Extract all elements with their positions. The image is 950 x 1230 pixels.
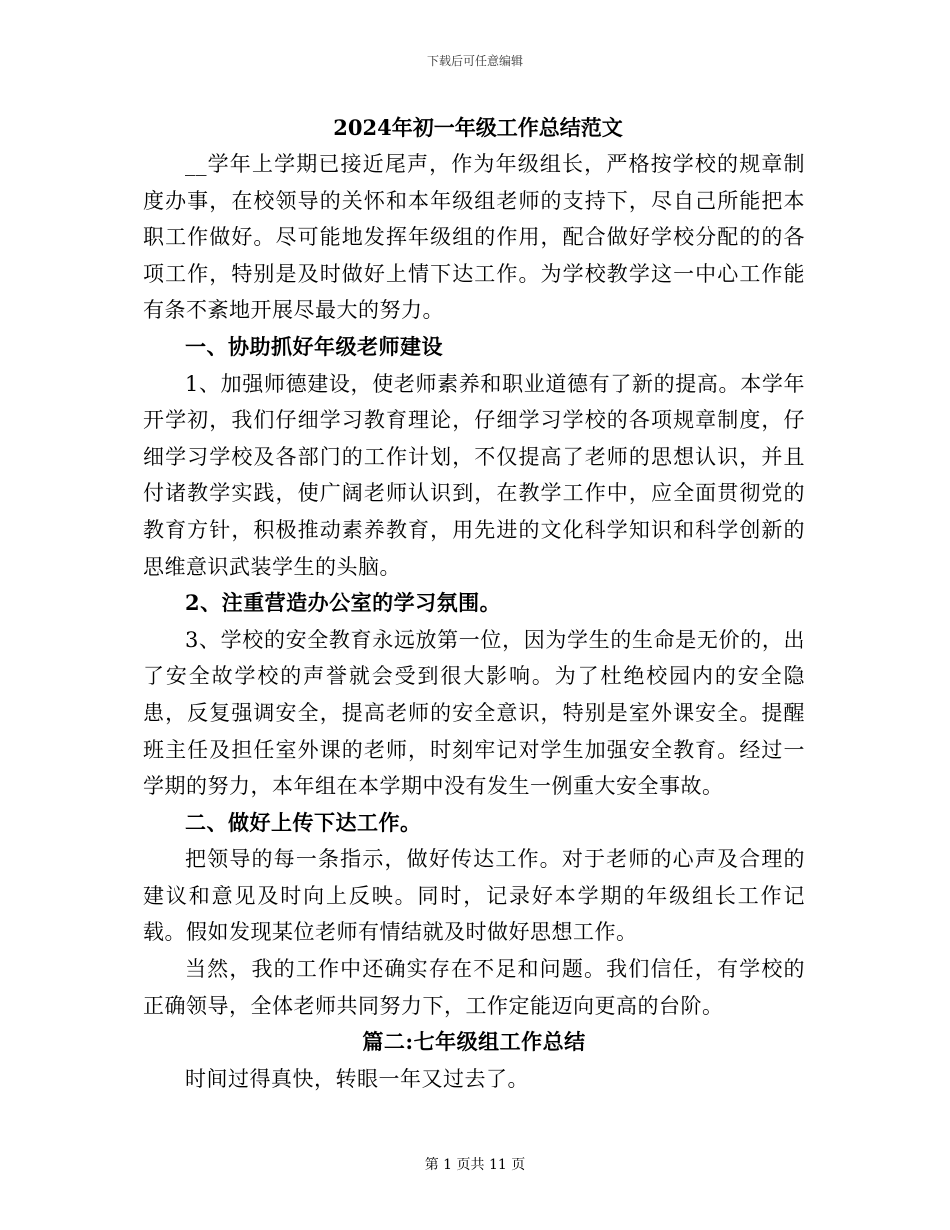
- closing-paragraph: 当然，我的工作中还确实存在不足和问题。我们信任，有学校的正确领导，全体老师共同努力下，工作定能迈向更高的台阶。: [143, 957, 805, 1018]
- section-heading-2: 二、做好上传下达工作。: [185, 809, 422, 835]
- section-heading-1: 一、协助抓好年级老师建设: [185, 333, 443, 359]
- part-2-title: 篇二:七年级组工作总结: [362, 1029, 586, 1055]
- part-2-paragraph: 时间过得真快，转眼一年又过去了。: [185, 1066, 529, 1091]
- section-2-paragraph: 把领导的每一条指示，做好传达工作。对于老师的心声及合理的建议和意见及时向上反映。同时，记录好本学期的年级组长工作记载。假如发现某位老师有情结就及时做好思想工作。: [143, 847, 805, 945]
- page-header-note: 下载后可任意编辑: [426, 54, 523, 68]
- page-footer-number: 第 1 页共 11 页: [424, 1157, 526, 1173]
- intro-paragraph: __学年上学期已接近尾声，作为年级组长，严格按学校的规章制度办事，在校领导的关怀和本年级组老师的支持下，尽自己所能把本职工作做好。尽可能地发挥年级组的作用，配合做好学校分配的的各项工作，特别是及时做好上情下达工作。为学校教学这一中心工作能有条不紊地开展尽最大的努力。: [143, 152, 805, 323]
- item-3-paragraph: 3、学校的安全教育永远放第一位，因为学生的生命是无价的，出了安全故学校的声誉就会受到很大影响。为了杜绝校园内的安全隐患，反复强调安全，提高老师的安全意识，特别是室外课安全。提醒班主任及担任室外课的老师，时刻牢记对学生加强安全教育。经过一学期的努力，本年组在本学期中没有发生一例重大安全事故。: [143, 627, 805, 799]
- item-2-heading: 2、注重营造办公室的学习氛围。: [185, 590, 502, 616]
- item-1-paragraph: 1、加强师德建设，使老师素养和职业道德有了新的提高。本学年开学初，我们仔细学习教育理论，仔细学习学校的各项规章制度，仔细学习学校及各部门的工作计划，不仅提高了老师的思想认识，并且付诸教学实践，使广阔老师认识到，在教学工作中，应全面贯彻党的教育方针，积极推动素养教育，用先进的文化科学知识和科学创新的思维意识武装学生的头脑。: [143, 371, 805, 579]
- document-body: [143, 110, 805, 1097]
- document-title: 2024年初一年级工作总结范文: [333, 115, 623, 140]
